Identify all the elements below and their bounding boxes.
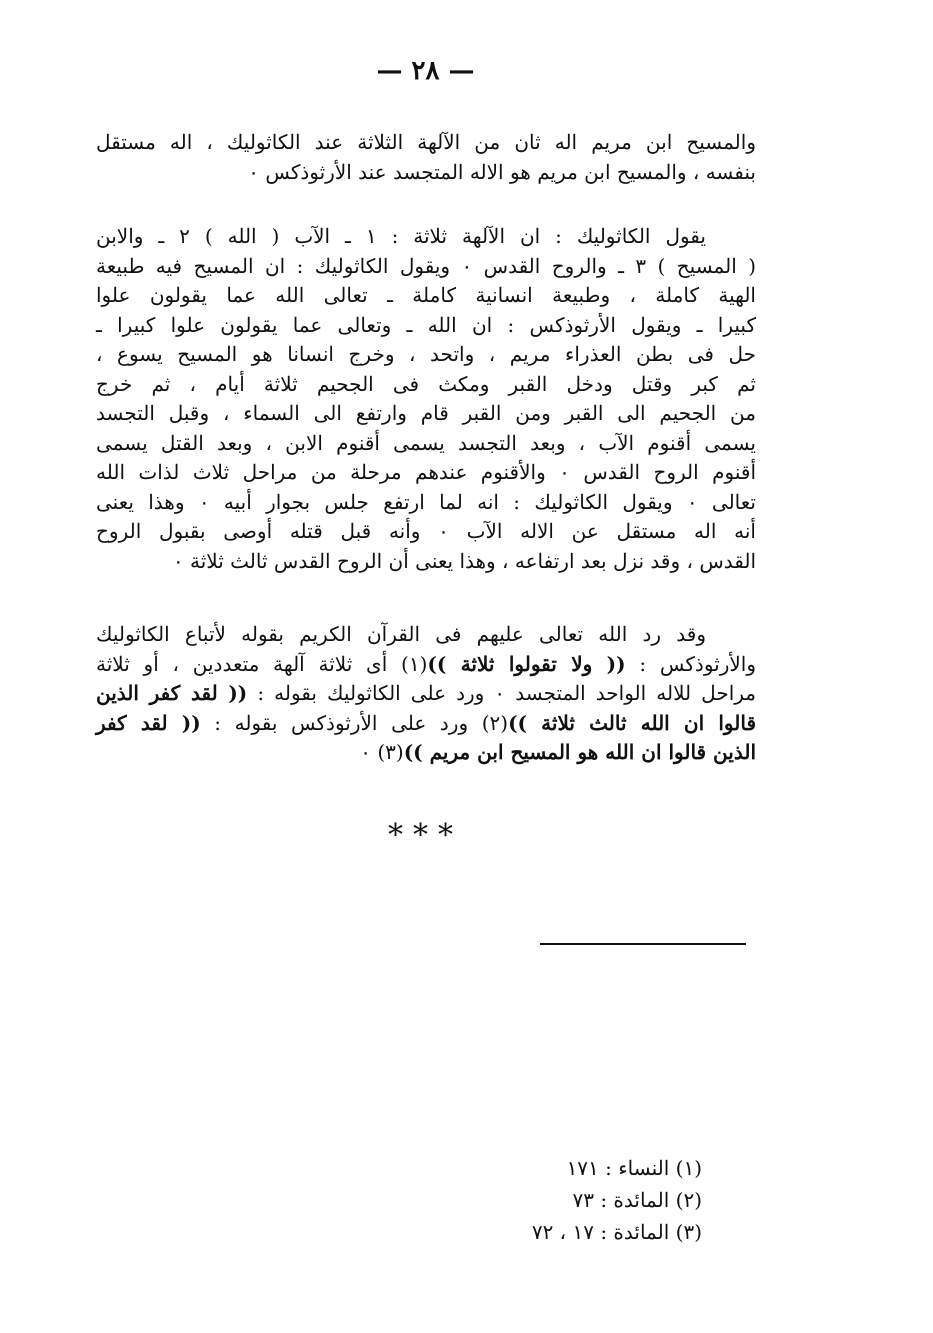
footnote-divider xyxy=(540,943,746,945)
text-segment: (٢) ورد على الأرثوذكس بقوله : xyxy=(200,710,509,735)
paragraph-2-line: الهية كاملة ، وطبيعة انسانية كاملة ـ تعالى الله عما يقولون علوا xyxy=(96,283,756,307)
paragraph-2-line: من الجحيم الى القبر ومن القبر قام وارتفع الى السماء ، وقبل التجسد xyxy=(96,401,756,425)
quran-quote: الذين قالوا ان الله هو المسيح ابن مريم )) xyxy=(403,740,756,764)
paragraph-2-line: أنه اله مستقل عن الاله الآب ٠ وأنه قبل قتله أوصى بقبول الروح xyxy=(96,519,756,543)
text-segment: مراحل للاله الواحد المتجسد ٠ ورد على الكاثوليك بقوله : xyxy=(247,681,756,705)
paragraph-2-line: ثم كبر وقتل ودخل القبر ومكث فى الجحيم ثلاثة أيام ، ثم خرج xyxy=(96,371,756,396)
paragraph-2-line: يقول الكاثوليك : ان الآلهة ثلاثة : ١ ـ الآب ( الله ) ٢ ـ والابن xyxy=(96,224,706,248)
paragraph-1-line: والمسيح ابن مريم اله ثان من الآلهة الثلاثة عند الكاثوليك ، اله مستقل xyxy=(96,130,756,154)
paragraph-1 xyxy=(96,128,756,187)
paragraph-2-line: القدس ، وقد نزل بعد ارتفاعه ، وهذا يعنى أن الروح القدس ثالث ثلاثة ٠ xyxy=(172,548,756,573)
footnote: (٢) المائدة : ٧٣ xyxy=(572,1188,702,1212)
text-segment: (٣) ٠ xyxy=(360,740,404,764)
paragraph-2-line: حل فى بطن العذراء مريم ، واتحد ، وخرج انسانا هو المسيح يسوع ، xyxy=(96,342,756,366)
section-separator: *** xyxy=(388,818,463,853)
paragraph-3-line xyxy=(96,738,756,768)
quran-quote: (( ولا تقولوا ثلاثة )) xyxy=(427,651,626,676)
footnote: (٣) المائدة : ١٧ ، ٧٢ xyxy=(531,1220,702,1244)
paragraph-3-line: وقد رد الله تعالى عليهم فى القرآن الكريم بقوله لأتباع الكاثوليك xyxy=(96,622,706,646)
paragraph-3-line xyxy=(96,679,756,709)
footnotes xyxy=(440,1152,702,1248)
paragraph-2-line: تعالى ٠ ويقول الكاثوليك : انه لما ارتفع جلس بجوار أبيه ٠ وهذا يعنى xyxy=(96,489,756,514)
paragraph-1-line: بنفسه ، والمسيح ابن مريم هو الاله المتجسد عند الأرثوذكس ٠ xyxy=(248,159,756,184)
paragraph-2-line: كبيرا ـ ويقول الأرثوذكس : ان الله ـ وتعالى عما يقولون علوا كبيرا ـ xyxy=(96,312,756,337)
quran-quote: (( لقد كفر الذين xyxy=(96,681,248,705)
quran-quote: قالوا ان الله ثالث ثلاثة )) xyxy=(508,710,757,735)
paragraph-3 xyxy=(96,620,756,768)
page-number: — ٢٨ — xyxy=(376,56,475,86)
paragraph-2-line: أقنوم الروح القدس ٠ والأقنوم عندهم مرحلة من مراحل ثلاث لذات الله xyxy=(96,460,756,484)
text-segment: والأرثوذكس : xyxy=(625,651,757,676)
paragraph-3-line xyxy=(96,709,756,739)
footnote: (١) النساء : ١٧١ xyxy=(566,1156,702,1180)
paragraph-2-line: يسمى أقنوم الآب ، وبعد التجسد يسمى أقنوم الابن ، وبعد القتل يسمى xyxy=(96,430,756,455)
paragraph-3-line xyxy=(96,650,756,680)
paragraph-2 xyxy=(96,222,756,576)
text-segment: (١) أى ثلاثة آلهة متعددين ، أو ثلاثة xyxy=(96,651,428,676)
quran-quote: (( لقد كفر xyxy=(96,710,201,735)
paragraph-2-line: ( المسيح ) ٣ ـ والروح القدس ٠ ويقول الكاثوليك : ان المسيح فيه طبيعة xyxy=(96,253,756,278)
